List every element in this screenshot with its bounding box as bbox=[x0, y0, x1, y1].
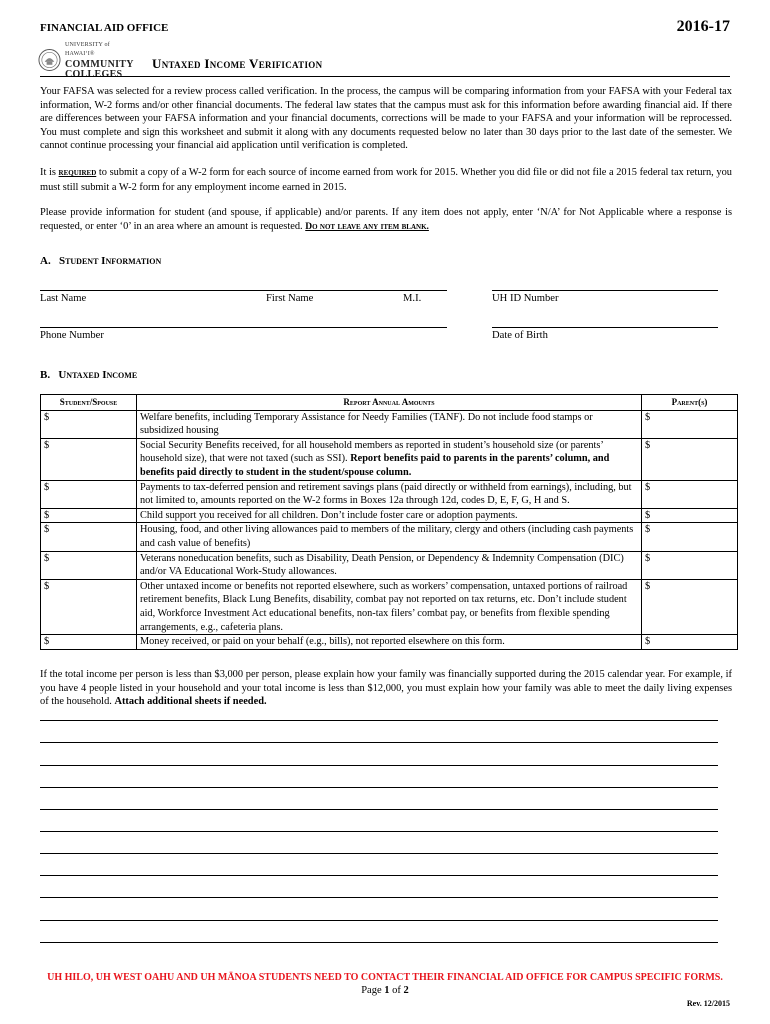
parents-amount-cell[interactable]: $ bbox=[642, 523, 738, 551]
parents-amount-cell[interactable]: $ bbox=[642, 635, 738, 650]
section-a-title: Student Information bbox=[58, 255, 162, 267]
untaxed-income-table bbox=[40, 394, 738, 650]
page-current: 1 bbox=[384, 985, 390, 996]
parents-amount-cell[interactable]: $ bbox=[642, 480, 738, 508]
student-spouse-column-header: Student/Spouse bbox=[41, 395, 137, 411]
dob-label: Date of Birth bbox=[492, 330, 548, 341]
logo-line2: COMMUNITY bbox=[64, 58, 134, 70]
section-a-heading bbox=[40, 255, 161, 267]
income-description bbox=[137, 480, 642, 508]
income-description bbox=[137, 551, 642, 579]
explanation-line[interactable] bbox=[40, 787, 718, 788]
last-name-label: Last Name bbox=[40, 293, 87, 304]
student-spouse-amount-cell[interactable]: $ bbox=[41, 579, 137, 634]
parents-amount-cell[interactable]: $ bbox=[642, 508, 738, 523]
parents-amount-cell[interactable]: $ bbox=[642, 551, 738, 579]
description-text: Money received, or paid on your behalf (e.g., bills), not reported elsewhere on this form. bbox=[140, 636, 505, 648]
uh-id-field-line[interactable] bbox=[492, 290, 718, 291]
explanation-text: If the total income per person is less than $3,000 per person, please explain how your family was financially supported during the 2015 calendar year. For example, if you have 4 people listed in your household and your total income is less than $12,000, you must explain how your family was able to meet the daily living expenses of the household. bbox=[40, 669, 732, 708]
table-row bbox=[41, 579, 738, 634]
description-text: Payments to tax-deferred pension and retirement savings plans (paid directly or withheld from earnings), including, but not limited to, amounts reported on the W-2 forms in Boxes 12a through 12d, codes D, E, F, G, H and S. bbox=[140, 481, 632, 507]
table-row bbox=[41, 523, 738, 551]
student-spouse-amount-cell[interactable]: $ bbox=[41, 438, 137, 480]
dob-field-line[interactable] bbox=[492, 327, 718, 328]
name-field-line[interactable] bbox=[40, 290, 447, 291]
student-spouse-amount-cell[interactable]: $ bbox=[41, 410, 137, 438]
income-description bbox=[137, 523, 642, 551]
mi-label: M.I. bbox=[403, 293, 422, 304]
table-row bbox=[41, 410, 738, 438]
p2-start: It is bbox=[40, 167, 59, 178]
page-mid: of bbox=[389, 985, 404, 996]
first-name-label: First Name bbox=[266, 293, 314, 304]
explanation-line[interactable] bbox=[40, 809, 718, 810]
explanation-paragraph bbox=[40, 668, 732, 709]
student-spouse-amount-cell[interactable]: $ bbox=[41, 551, 137, 579]
table-row bbox=[41, 635, 738, 650]
parents-column-header: Parent(s) bbox=[642, 395, 738, 411]
do-not-leave-blank: Do not leave any item blank. bbox=[305, 221, 429, 232]
income-rows bbox=[41, 410, 738, 649]
student-spouse-amount-cell[interactable]: $ bbox=[41, 635, 137, 650]
explanation-line[interactable] bbox=[40, 853, 718, 854]
description-text: Social Security Benefits received, for all household members as reported in student’s household size (or parents’ household size), that were not taxed (such as SSI). bbox=[140, 439, 604, 465]
parents-amount-cell[interactable]: $ bbox=[642, 438, 738, 480]
page-total: 2 bbox=[403, 985, 409, 996]
section-b-heading bbox=[40, 369, 137, 381]
p2-end: to submit a copy of a W-2 form for each source of income earned from work for 2015. Whether you did file or did not file a 2015 federal tax return, you must still submit a W-2 form for any employment income earned in 2015. bbox=[40, 167, 732, 193]
p3-start: Please provide information for student (and spouse, if applicable) and/or parents. If any item does not apply, enter ‘N/A’ for Not Applicable where a response is requested, or enter ‘0’ in an area where an amount is requested. bbox=[40, 207, 732, 232]
uh-id-label: UH ID Number bbox=[492, 293, 559, 304]
explanation-line[interactable] bbox=[40, 920, 718, 921]
attach-sheets-note: Attach additional sheets if needed. bbox=[114, 696, 267, 708]
description-text: Veterans noneducation benefits, such as Disability, Death Pension, or Dependency & Indemnity Compensation (DIC) and/or VA Educational Work-Study allowances. bbox=[140, 552, 624, 578]
explanation-line[interactable] bbox=[40, 831, 718, 832]
parents-amount-cell[interactable]: $ bbox=[642, 410, 738, 438]
phone-field-line[interactable] bbox=[40, 327, 447, 328]
explanation-line[interactable] bbox=[40, 742, 718, 743]
explanation-line[interactable] bbox=[40, 765, 718, 766]
header-rule bbox=[40, 76, 730, 77]
table-row bbox=[41, 438, 738, 480]
income-description bbox=[137, 438, 642, 480]
table-header-row bbox=[41, 395, 738, 411]
income-description bbox=[137, 579, 642, 634]
report-amounts-column-header: Report Annual Amounts bbox=[137, 395, 642, 411]
explanation-line[interactable] bbox=[40, 875, 718, 876]
required-word: required bbox=[58, 168, 97, 178]
intro-paragraph-3 bbox=[40, 206, 732, 234]
seal-icon bbox=[38, 48, 61, 72]
income-description bbox=[137, 635, 642, 650]
description-text: Child support you received for all children. Don’t include foster care or adoption payments. bbox=[140, 509, 518, 521]
logo-line3: COLLEGES bbox=[64, 68, 123, 80]
revision-date: Rev. 12/2015 bbox=[686, 999, 730, 1008]
form-title: Untaxed Income Verification bbox=[152, 56, 323, 71]
campus-notice: UH HILO, UH WEST OAHU AND UH MĀNOA STUDENTS NEED TO CONTACT THEIR FINANCIAL AID OFFICE FOR CAMPUS SPECIFIC FORMS. bbox=[47, 972, 723, 983]
parents-amount-cell[interactable]: $ bbox=[642, 579, 738, 634]
description-text: Welfare benefits, including Temporary Assistance for Needy Families (TANF). Do not include food stamps or subsidized housing bbox=[140, 411, 593, 437]
explanation-line[interactable] bbox=[40, 897, 718, 898]
description-emphasis: Report benefits paid to parents in the parents’ column, and benefits paid directly to student in the student/spouse column. bbox=[140, 453, 610, 478]
phone-label: Phone Number bbox=[40, 330, 104, 341]
student-spouse-amount-cell[interactable]: $ bbox=[41, 508, 137, 523]
uh-community-colleges-logo bbox=[38, 41, 138, 80]
section-b-letter: B. bbox=[40, 369, 51, 381]
student-spouse-amount-cell[interactable]: $ bbox=[41, 523, 137, 551]
table-row bbox=[41, 480, 738, 508]
table-row bbox=[41, 508, 738, 523]
explanation-line[interactable] bbox=[40, 942, 718, 943]
description-text: Other untaxed income or benefits not reported elsewhere, such as workers’ compensation, untaxed portions of railroad retirement benefits, Black Lung Benefits, disability, combat pay not reported on tax returns, etc. Don’t include student aid, Workforce Investment Act educational benefits, non-tax filers’ combat pay, or benefits from flexible spending arrangements, e.g., cafeteria plans. bbox=[140, 580, 628, 633]
page-number bbox=[0, 985, 770, 996]
income-description bbox=[137, 410, 642, 438]
section-b-title: Untaxed Income bbox=[58, 369, 138, 381]
income-description bbox=[137, 508, 642, 523]
table-row bbox=[41, 551, 738, 579]
page-prefix: Page bbox=[361, 985, 385, 996]
office-name: FINANCIAL AID OFFICE bbox=[40, 22, 169, 34]
explanation-line[interactable] bbox=[40, 720, 718, 721]
student-spouse-amount-cell[interactable]: $ bbox=[41, 480, 137, 508]
description-text: Housing, food, and other living allowances paid to members of the military, clergy and others (including cash payments and cash value of benefits) bbox=[140, 524, 634, 549]
intro-paragraph-1: Your FAFSA was selected for a review process called verification. In the process, the campus will be comparing information from your FAFSA with your Federal tax information, W-2 forms and/or other financial documents. The federal law states that the campus must ask for this information before awarding financial aid. If there are differences between your FAFSA information and your financial documents, corrections will be made to your FAFSA and your information will be reprocessed. You must complete and sign this worksheet and submit it along with any documents requested below no later than 30 days prior to the last date of the semester. We cannot continue processing your financial aid application until verification is completed. bbox=[40, 86, 732, 152]
logo-line1: UNIVERSITY of HAWAIʻI® bbox=[64, 41, 110, 57]
form-year: 2016-17 bbox=[676, 18, 730, 35]
intro-paragraph-2 bbox=[40, 166, 732, 194]
section-a-letter: A. bbox=[40, 255, 51, 267]
